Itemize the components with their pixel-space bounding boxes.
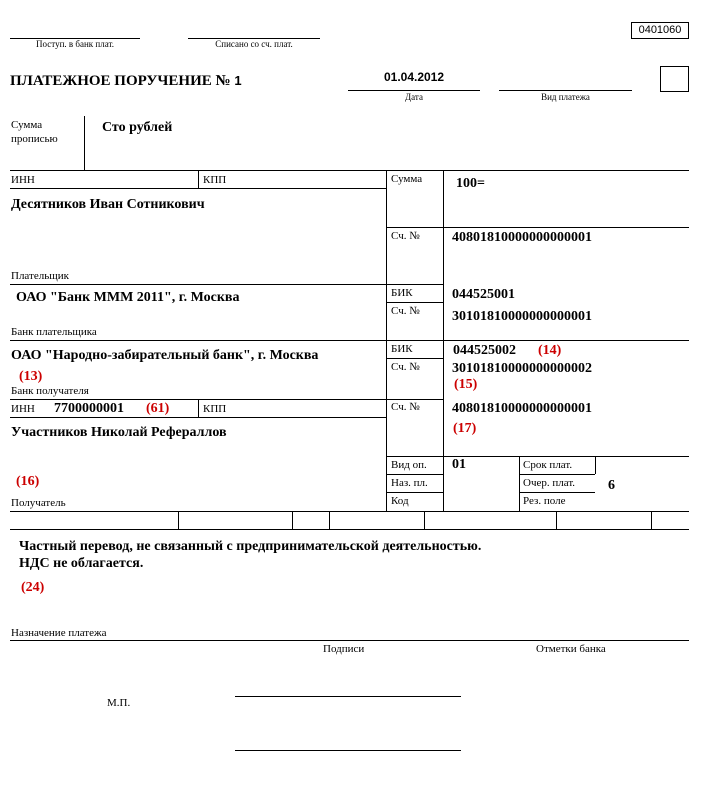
grid-line: [178, 511, 179, 529]
grid-line: [386, 474, 443, 475]
date-line: [348, 90, 480, 91]
payer-bank-account: 30101810000000000001: [452, 309, 592, 324]
payee-account: 40801810000000000001: [452, 401, 592, 416]
op-type-label: Вид оп.: [391, 459, 427, 471]
amount-words-value: Сто рублей: [102, 120, 173, 135]
grid-line: [10, 170, 689, 171]
grid-line: [10, 640, 689, 641]
page-title: [10, 73, 242, 90]
payee-bank-account: 30101810000000000002: [452, 361, 592, 376]
grid-line: [595, 456, 596, 474]
payee-bank-bik: 044525002: [453, 343, 516, 358]
signature-line-2: [235, 750, 461, 751]
payee-bank-account-marker: (15): [454, 377, 478, 392]
grid-line: [10, 417, 386, 418]
payee-bank-label: Банк получателя: [11, 385, 89, 397]
payer-inn-label: ИНН: [11, 174, 35, 186]
payee-inn-label: ИНН: [11, 403, 35, 415]
payer-account: 40801810000000000001: [452, 230, 592, 245]
stamp-label: М.П.: [107, 697, 131, 709]
grid-line: [386, 227, 689, 228]
payee-bank-account-label: Сч. №: [391, 361, 420, 373]
payee-bank-marker: (13): [19, 369, 43, 384]
order-number: 1: [234, 73, 242, 88]
amount-words-divider: [84, 116, 85, 170]
payee-account-label: Сч. №: [391, 401, 420, 413]
payer-bank-bik-label: БИК: [391, 287, 413, 299]
priority-label: Очер. плат.: [523, 477, 576, 489]
grid-line: [10, 399, 443, 400]
purpose-label: Назначение платежа: [11, 627, 107, 639]
op-type: 01: [452, 457, 466, 472]
payer-bank-label: Банк плательщика: [11, 326, 97, 338]
amount-words-label: [11, 118, 58, 146]
payee-label: Получатель: [11, 497, 66, 509]
payer-kpp-label: КПП: [203, 174, 227, 186]
grid-line: [386, 358, 443, 359]
grid-line: [10, 529, 689, 530]
payee-inn: 7700000001: [54, 401, 124, 416]
payment-type-line: [499, 90, 632, 91]
grid-line: [386, 302, 443, 303]
grid-line: [651, 511, 652, 529]
purpose-line1: Частный перевод, не связанный с предпринимательской деятельностью.: [19, 539, 482, 554]
grid-line: [198, 399, 199, 417]
debited-label: Списано со сч. плат.: [215, 39, 293, 49]
payee-bank-bik-marker: (14): [538, 343, 562, 358]
grid-line: [10, 511, 689, 512]
reserved-label: Рез. поле: [523, 495, 566, 507]
payer-name: Десятников Иван Сотникович: [11, 197, 205, 212]
payer-bank-bik: 044525001: [452, 287, 515, 302]
sum-label: Сумма: [391, 173, 423, 185]
payee-account-marker: (17): [453, 421, 477, 436]
purpose-line2: НДС не облагается.: [19, 556, 144, 571]
amount-words-label-line1: Сумма: [11, 119, 43, 131]
grid-line: [519, 492, 595, 493]
sum-value: 100=: [456, 176, 485, 191]
signatures-label: Подписи: [323, 643, 365, 655]
grid-line: [556, 511, 557, 529]
grid-line: [424, 511, 425, 529]
payer-bank-account-label: Сч. №: [391, 305, 420, 317]
grid-line: [198, 170, 199, 188]
due-label: Срок плат.: [523, 459, 573, 471]
payment-type-label: Вид платежа: [541, 92, 590, 102]
payer-bank-name: ОАО "Банк МММ 2011", г. Москва: [16, 290, 240, 305]
priority: 6: [608, 478, 615, 493]
payer-account-label: Сч. №: [391, 230, 420, 242]
grid-line: [292, 511, 293, 529]
status-box: [660, 66, 689, 92]
form-code: 0401060: [631, 22, 689, 39]
grid-line: [329, 511, 330, 529]
date-value: 01.04.2012: [383, 70, 445, 84]
grid-line: [386, 456, 689, 457]
payee-bank-name: ОАО "Народно-забирательный банк", г. Москва: [11, 348, 319, 363]
payee-bank-bik-label: БИК: [391, 343, 413, 355]
grid-line: [10, 340, 689, 341]
signature-line-1: [235, 696, 461, 697]
purpose-code-label: Наз. пл.: [391, 477, 428, 489]
payer-label: Плательщик: [11, 270, 69, 282]
grid-line: [519, 456, 520, 511]
grid-line: [519, 474, 595, 475]
amount-words-label-line2: прописью: [11, 133, 58, 145]
date-label: Дата: [405, 92, 423, 102]
payee-inn-marker: (61): [146, 401, 170, 416]
payee-marker: (16): [16, 474, 40, 489]
payee-kpp-label: КПП: [203, 403, 227, 415]
received-label: Поступ. в банк плат.: [36, 39, 114, 49]
title-text: ПЛАТЕЖНОЕ ПОРУЧЕНИЕ №: [10, 73, 231, 89]
payee-name: Участников Николай Рефераллов: [11, 425, 227, 440]
grid-line: [386, 492, 443, 493]
grid-line: [10, 188, 386, 189]
purpose-marker: (24): [21, 580, 45, 595]
code-label: Код: [391, 495, 409, 507]
grid-line: [10, 284, 443, 285]
bank-marks-label: Отметки банка: [536, 643, 606, 655]
